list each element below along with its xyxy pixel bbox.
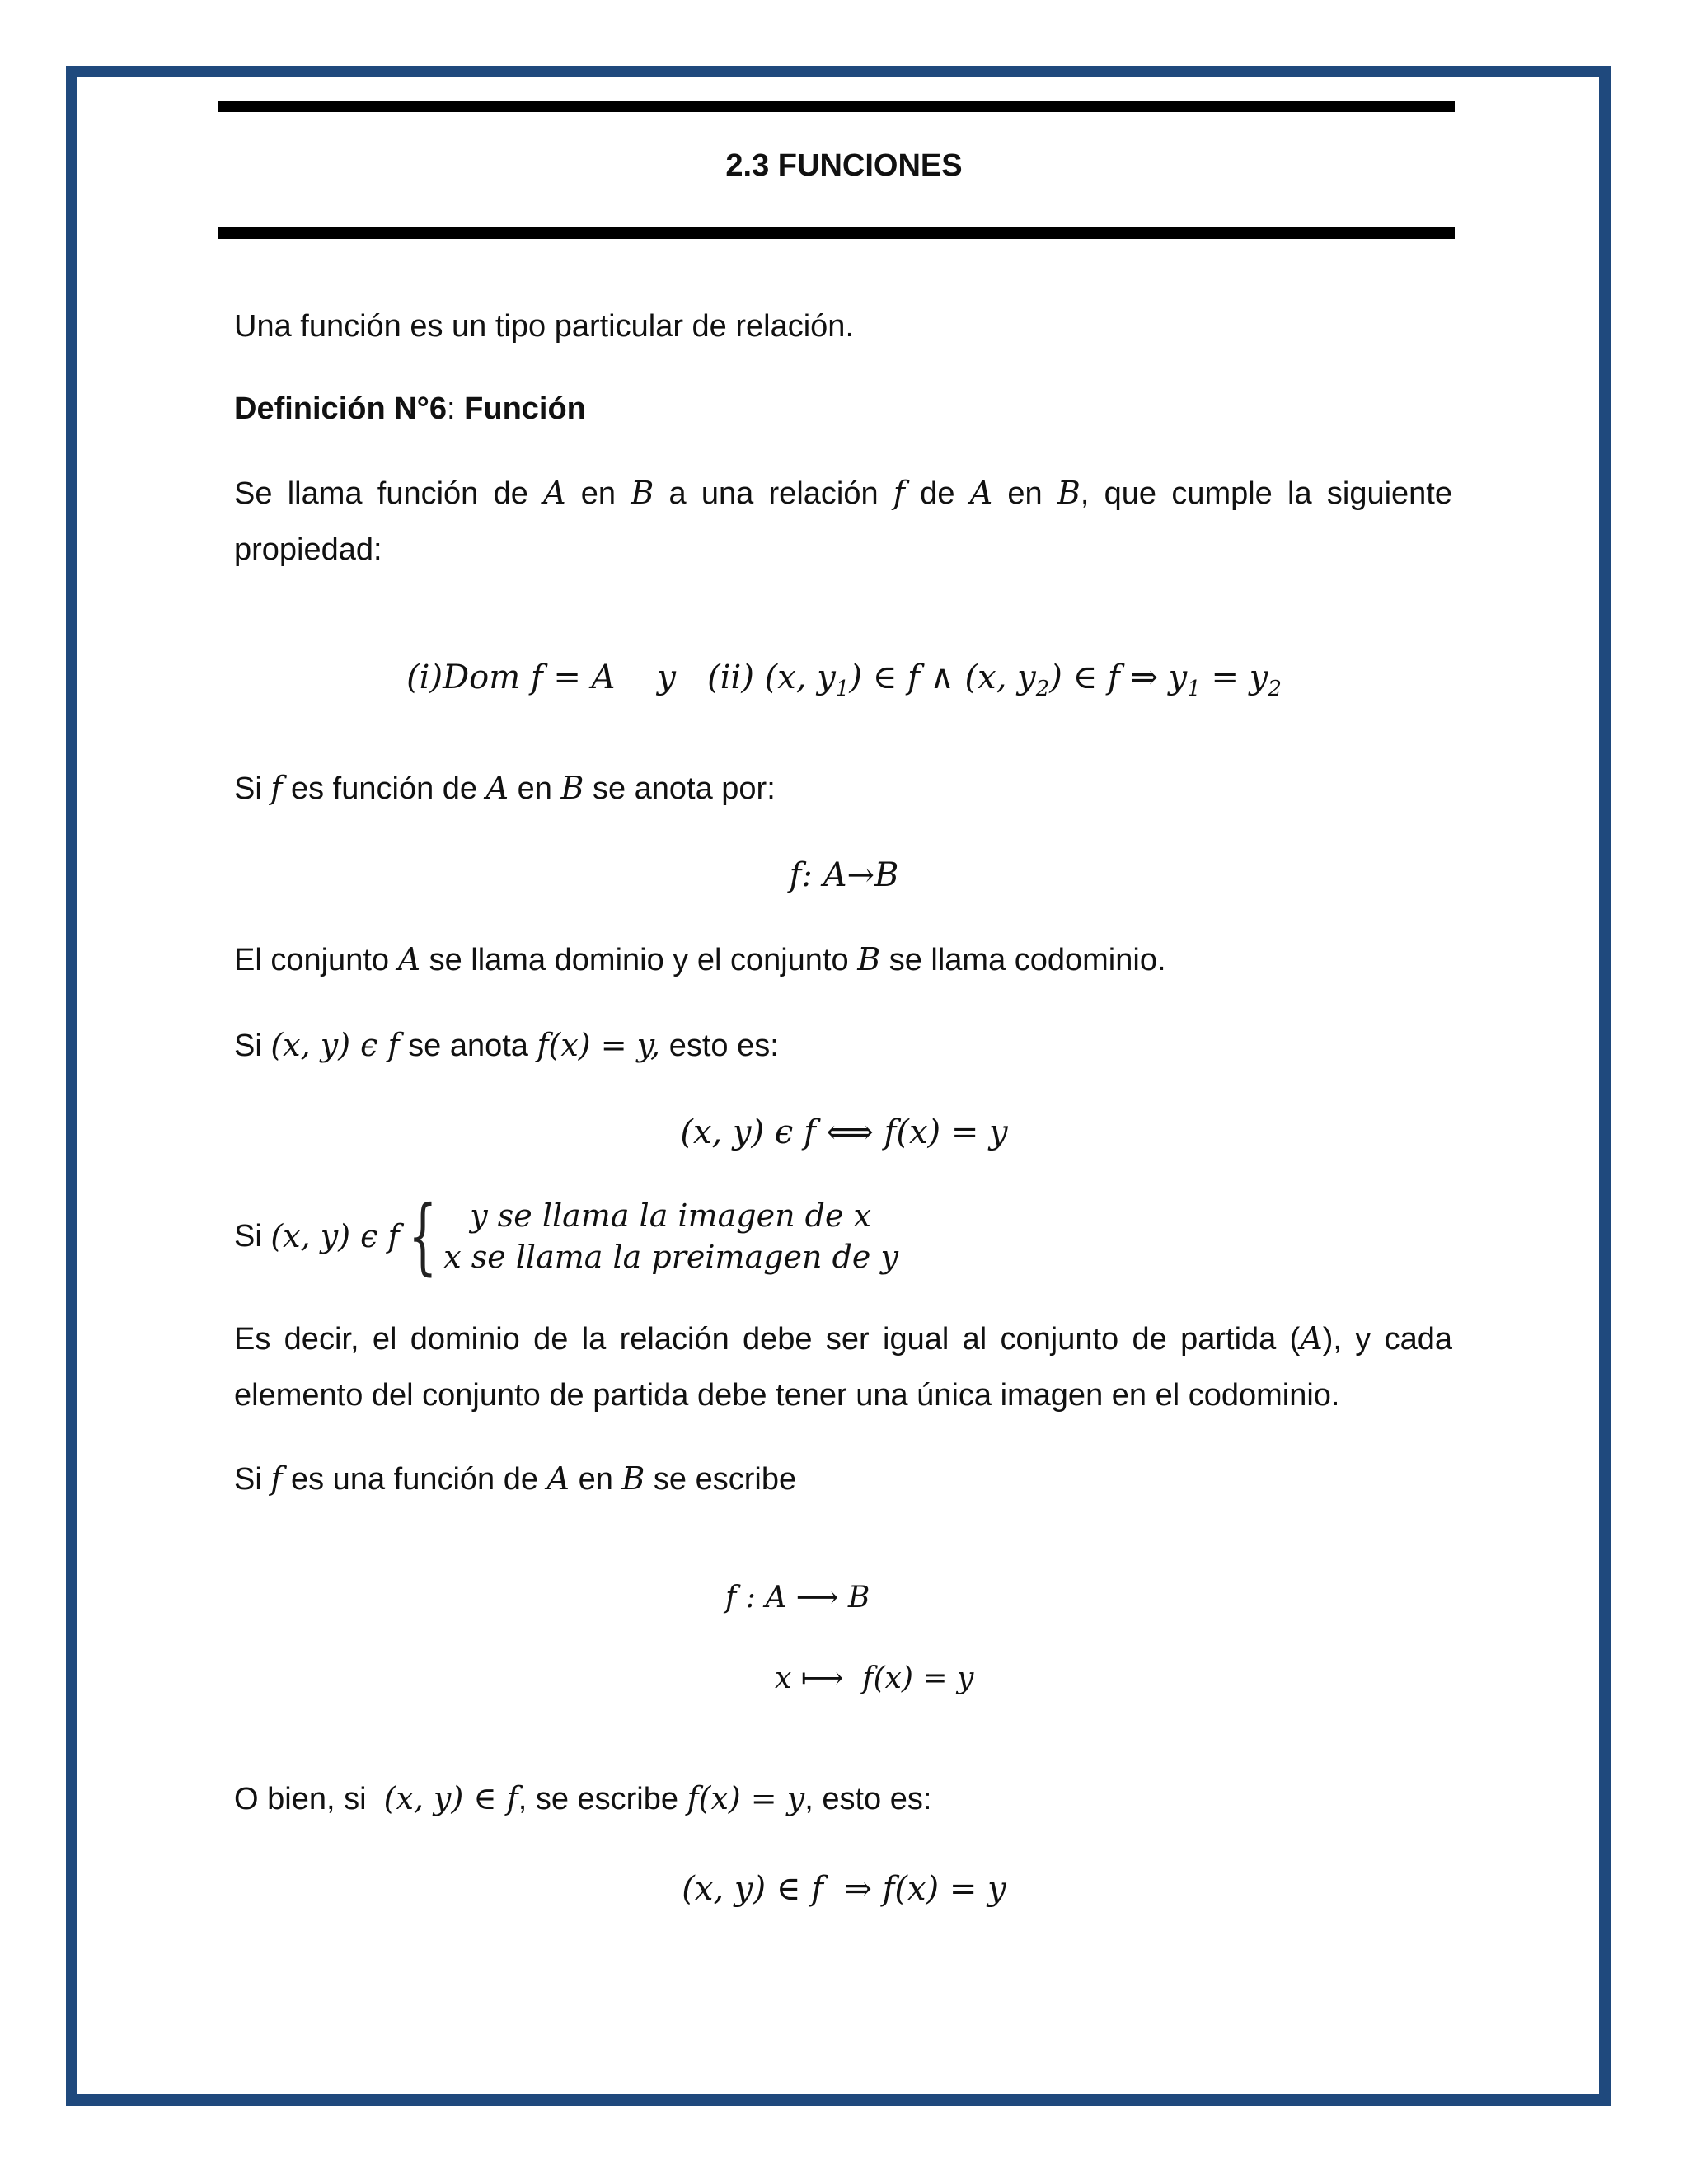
- def-text-4: de: [904, 476, 970, 511]
- anota-text-1: Si: [234, 1029, 271, 1063]
- cases-prefix-math: (x, y) ϵ f: [270, 1218, 400, 1254]
- notation-equation: f: A→B: [789, 856, 899, 894]
- anota-text-2: se anota: [399, 1029, 537, 1063]
- obien-text-1: O bien, si: [234, 1782, 384, 1816]
- obien-text-2: , se escribe: [518, 1782, 687, 1816]
- definition-label: Definición N°6: [234, 391, 448, 426]
- header-rule-top: [218, 101, 1455, 112]
- obien-math-1: (x, y) ∈ f: [383, 1780, 518, 1816]
- eq-sub-3: 1: [1187, 677, 1201, 701]
- math-B: B: [621, 1460, 645, 1497]
- math-B: B: [857, 941, 881, 977]
- def-text-6: , que cumple la siguiente propiedad:: [234, 476, 1452, 567]
- section-title: 2.3 FUNCIONES: [725, 148, 963, 183]
- math-f: f: [270, 1460, 283, 1497]
- math-A: A: [397, 941, 421, 977]
- escribe-text-2: es una función de: [282, 1462, 547, 1497]
- header-rule-bottom: [218, 227, 1455, 239]
- math-A: A: [1300, 1320, 1323, 1357]
- es-decir-text-1: Es decir, el dominio de la relación debe ser igual al conjunto de partida (: [234, 1322, 1301, 1357]
- definition-paragraph: [234, 465, 1452, 578]
- escribe-text-1: Si: [234, 1462, 271, 1497]
- math-B: B: [631, 475, 654, 511]
- anota-math-1: (x, y) ϵ f: [270, 1027, 400, 1063]
- cases-prefix-text: Si: [234, 1218, 271, 1254]
- mapping-line-2: x ⟼ f(x) = y: [775, 1661, 974, 1695]
- math-A: A: [969, 475, 993, 511]
- math-B: B: [560, 770, 584, 806]
- obien-text-3: , esto es:: [804, 1782, 932, 1816]
- anota-paragraph: [234, 1017, 1452, 1074]
- notation-text-1: Si: [234, 771, 271, 806]
- domain-text-2: se llama dominio y el conjunto: [420, 943, 858, 977]
- eq-y: y: [657, 658, 676, 696]
- obien-equation: (x, y) ∈ f ⇒ f(x) = y: [682, 1870, 1006, 1908]
- eq-part-1: (i)Dom f = A: [406, 658, 616, 696]
- def-text-3: a una relación: [654, 476, 893, 511]
- definition-sep: :: [447, 391, 456, 426]
- eq-part-3: ) ∈ f ∧ (x, y: [849, 658, 1036, 696]
- math-B: B: [1057, 475, 1081, 511]
- anota-text-3: esto es:: [660, 1029, 779, 1063]
- eq-sub-1: 1: [835, 677, 850, 701]
- es-decir-paragraph: [234, 1310, 1452, 1423]
- escribe-text-3: en: [570, 1462, 622, 1497]
- domain-text-1: El conjunto: [234, 943, 398, 977]
- math-f: f: [893, 475, 905, 511]
- property-equation: [0, 653, 1688, 714]
- notation-text-4: se anota por:: [584, 771, 776, 806]
- case-lines: [443, 1195, 898, 1277]
- obien-math-2: f(x) = y: [687, 1780, 805, 1816]
- notation-paragraph: [234, 760, 1452, 817]
- intro-paragraph: Una función es un tipo particular de relación.: [234, 309, 855, 344]
- eq-sub-4: 2: [1268, 677, 1282, 701]
- escribe-paragraph: [234, 1451, 1452, 1507]
- case-line-preimage: x se llama la preimagen de y: [443, 1239, 898, 1275]
- case-line-image: y se llama la imagen de x: [470, 1197, 871, 1234]
- def-text-2: en: [565, 476, 631, 511]
- obien-paragraph: [234, 1770, 1452, 1827]
- notation-text-3: en: [509, 771, 561, 806]
- notation-text-2: es función de: [282, 771, 486, 806]
- anota-equation: (x, y) ϵ f ⟺ f(x) = y: [680, 1113, 1008, 1151]
- definition-heading: [234, 381, 1452, 437]
- definition-name: Función: [464, 391, 586, 426]
- math-A: A: [546, 1460, 570, 1497]
- eq-part-5: = y: [1200, 658, 1268, 696]
- math-A: A: [485, 770, 509, 806]
- escribe-text-4: se escribe: [645, 1462, 797, 1497]
- mapping-line-1: f : A ⟶ B: [725, 1581, 870, 1615]
- domain-paragraph: [234, 931, 1452, 988]
- eq-sub-2: 2: [1035, 677, 1050, 701]
- domain-text-3: se llama codominio.: [880, 943, 1166, 977]
- anota-math-2: f(x) = y,: [537, 1027, 661, 1063]
- def-text-1: Se llama función de: [234, 476, 544, 511]
- eq-part-4: ) ∈ f ⇒ y: [1049, 658, 1188, 696]
- left-brace-icon: {: [407, 1188, 437, 1284]
- def-text-5: en: [992, 476, 1057, 511]
- math-f: f: [270, 770, 283, 806]
- eq-part-2: (ii) (x, y: [707, 658, 836, 696]
- math-A: A: [543, 475, 566, 511]
- es-decir-text-2: ), y cada elemento del conjunto de partida debe tener una única imagen en el codominio.: [234, 1322, 1452, 1413]
- image-preimage-cases: [234, 1187, 898, 1286]
